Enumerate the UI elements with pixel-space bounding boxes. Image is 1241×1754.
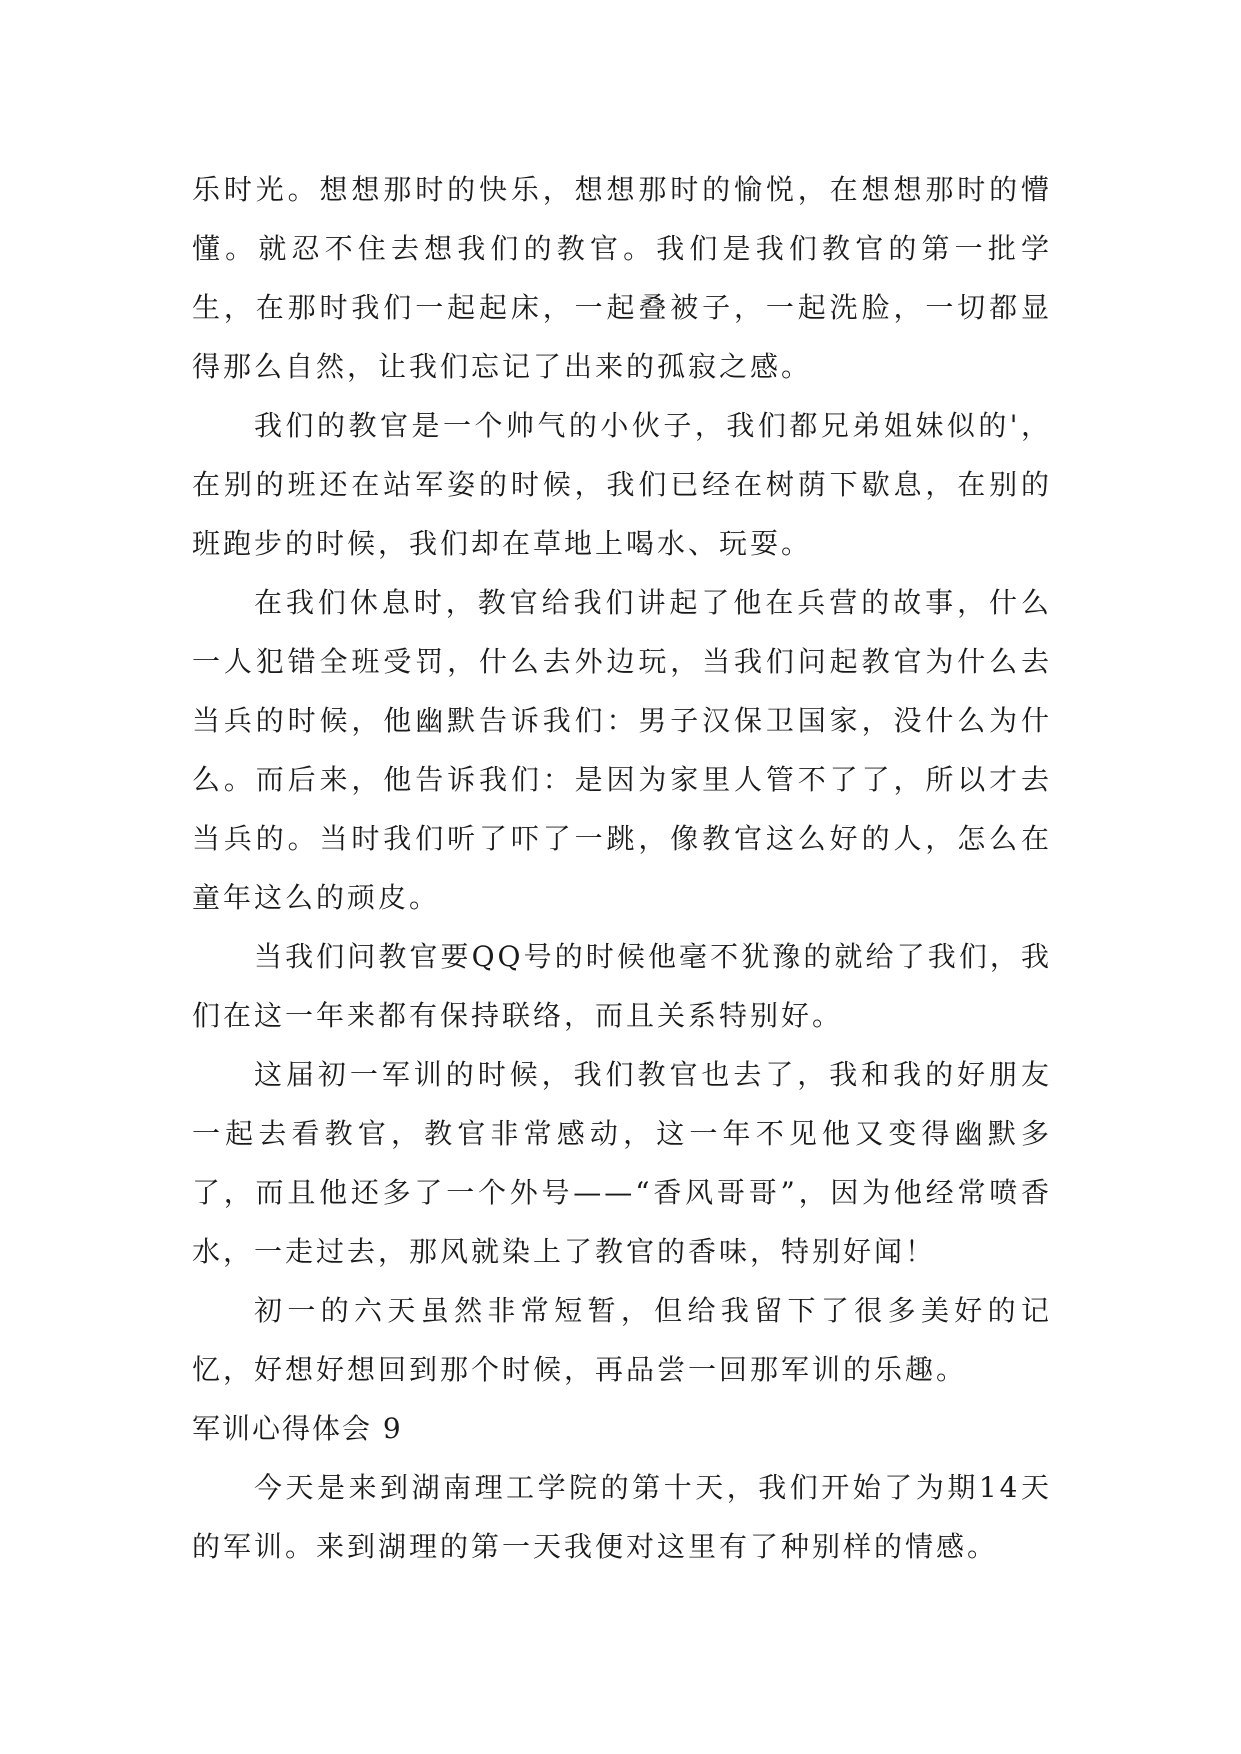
section-heading: 军训心得体会 9	[192, 1412, 403, 1445]
body-paragraph: 我们的教官是一个帅气的小伙子，我们都兄弟姐妹似的'，在别的班还在站军姿的时候，我们已经在树荫下歇息，在别的班跑步的时候，我们却在草地上喝水、玩耍。	[192, 409, 1052, 560]
body-paragraph: 这届初一军训的时候，我们教官也去了，我和我的好朋友一起去看教官，教官非常感动，这一年不见他又变得幽默多了，而且他还多了一个外号——“香风哥哥”，因为他经常喷香水，一走过去，那风就染上了教官的香味，特别好闻！	[192, 1058, 1052, 1268]
body-paragraph: 当我们问教官要QQ号的时候他毫不犹豫的就给了我们，我们在这一年来都有保持联络，而且关系特别好。	[192, 940, 1052, 1032]
body-paragraph: 初一的六天虽然非常短暂，但给我留下了很多美好的记忆，好想好想回到那个时候，再品尝一回那军训的乐趣。	[192, 1294, 1052, 1386]
body-paragraph: 乐时光。想想那时的快乐，想想那时的愉悦，在想想那时的懵懂。就忍不住去想我们的教官。我们是我们教官的第一批学生，在那时我们一起起床，一起叠被子，一起洗脸，一切都显得那么自然，让我们忘记了出来的孤寂之感。	[192, 173, 1052, 383]
document-page	[192, 160, 1052, 1576]
body-paragraph: 今天是来到湖南理工学院的第十天，我们开始了为期14天的军训。来到湖理的第一天我便对这里有了种别样的情感。	[192, 1471, 1052, 1563]
body-paragraph: 在我们休息时，教官给我们讲起了他在兵营的故事，什么一人犯错全班受罚，什么去外边玩，当我们问起教官为什么去当兵的时候，他幽默告诉我们：男子汉保卫国家，没什么为什么。而后来，他告诉我们：是因为家里人管不了了，所以才去当兵的。当时我们听了吓了一跳，像教官这么好的人，怎么在童年这么的顽皮。	[192, 586, 1052, 914]
